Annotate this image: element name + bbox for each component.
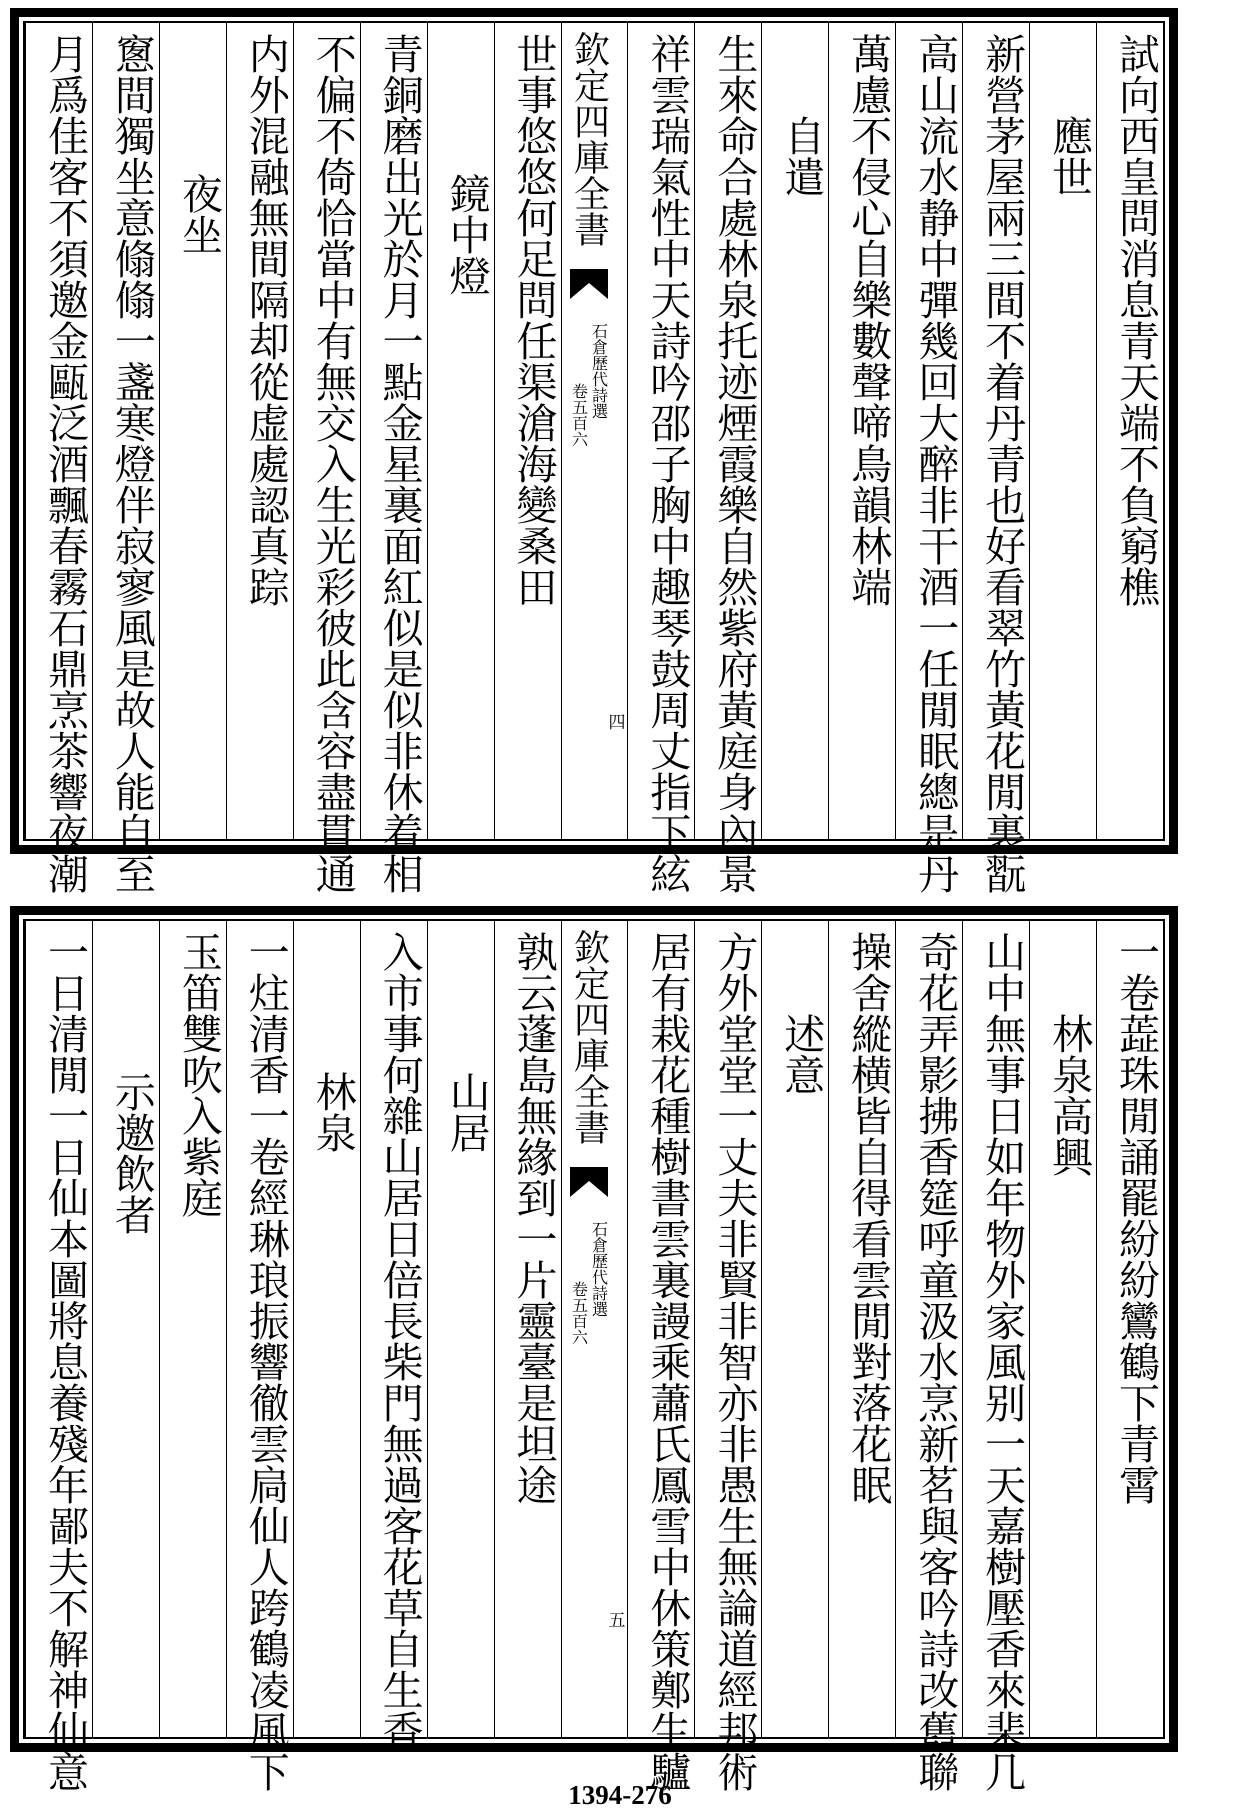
- bottom-verse-line: 居有栽花種樹書雲裏謾乘蕭氏鳳雪中休策鄭生驢: [643, 931, 692, 1792]
- bottom-spine-subtitle: [566, 1221, 612, 1421]
- top-text-column: [828, 23, 895, 839]
- top-text-column: [895, 23, 962, 894]
- bottom-verse-line: 玉笛雙吹入紫庭: [174, 931, 223, 1218]
- bottom-poem-title: 林泉: [308, 1071, 357, 1153]
- bottom-verse-line: 操舍縱横皆自得看雲閒對落花眠: [844, 931, 893, 1505]
- bottom-poem-title: 林泉高興: [1045, 1013, 1094, 1177]
- bottom-verse-line: 一日清閒一日仙本圖將息養殘年鄙夫不解神仙意: [40, 931, 89, 1792]
- top-text-column: [627, 23, 694, 894]
- top-text-column: [293, 23, 360, 894]
- top-text-column: [360, 23, 427, 894]
- top-verse-line: 生來命合處林泉托迹煙霞樂自然紫府黃庭身內景: [710, 33, 759, 894]
- top-text-column: [226, 23, 293, 839]
- bottom-spine-collection-name: 石倉歷代詩選: [589, 1221, 609, 1317]
- bottom-verse-line: 入市事何雜山居日倍長柴門無過客花草自生香: [375, 931, 424, 1751]
- bottom-page-frame: [23, 919, 1165, 1792]
- top-page: [10, 8, 1178, 894]
- top-poem-title: 自遣: [777, 115, 826, 197]
- top-poem-title: 鏡中燈: [442, 173, 491, 296]
- bottom-poem-title: 示邀飲者: [107, 1071, 156, 1235]
- bottom-text-column: [92, 921, 159, 1737]
- top-text-column: [494, 23, 561, 839]
- top-text-column: [962, 23, 1029, 894]
- bottom-text-column: [761, 921, 828, 1737]
- top-verse-line: 不偏不倚恰當中有無交入生光彩彼此含容盡貫通: [308, 33, 357, 894]
- bottom-text-column: [293, 921, 360, 1737]
- bottom-verse-line: 一卷蕋珠閒誦罷紛紛鸞鶴下青霄: [1112, 931, 1160, 1505]
- bottom-text-column: [1029, 921, 1096, 1737]
- bottom-text-column: [1096, 921, 1163, 1737]
- top-verse-line: 萬慮不侵心自樂數聲啼鳥韻林端: [844, 33, 893, 607]
- top-verse-line: 世事悠悠何足問任渠滄海變桑田: [509, 33, 558, 607]
- top-text-column: [159, 23, 226, 839]
- top-text-column: [1096, 23, 1163, 839]
- top-poem-title: 應世: [1045, 115, 1094, 197]
- top-verse-line: 内外混融無間隔却從虚處認真踪: [241, 33, 290, 607]
- top-verse-line: 月爲佳客不須邀金甌泛酒飄春霧石鼎烹茶響夜潮: [40, 33, 89, 894]
- top-verse-line: 高山流水静中彈幾回大醉非干酒一任閒眠總是丹: [911, 33, 960, 894]
- top-fish-tail-mark: [570, 269, 608, 299]
- top-text-column: [694, 23, 761, 894]
- bottom-verse-line: 孰云蓬島無緣到一片靈臺是坦途: [509, 931, 558, 1505]
- bottom-spine-volume: 卷五百六: [569, 1281, 589, 1345]
- bottom-verse-line: 方外堂堂一丈夫非賢非智亦非愚生無論道經邦術: [710, 931, 759, 1792]
- top-text-column: [25, 23, 92, 894]
- top-text-column: [1029, 23, 1096, 839]
- bottom-spine-title: 欽定四庫全書: [568, 929, 610, 1145]
- bottom-spine-column: [561, 921, 628, 1737]
- bottom-fish-tail-mark: [570, 1167, 608, 1197]
- top-text-column: [92, 23, 159, 894]
- bottom-poem-title: 述意: [777, 1013, 826, 1095]
- bottom-text-column: [694, 921, 761, 1792]
- top-spine-column: [561, 23, 628, 839]
- top-spine-title: 欽定四庫全書: [568, 31, 610, 247]
- bottom-text-column: [627, 921, 694, 1792]
- bottom-verse-line: 奇花弄影拂香筵呼童汲水烹新茗與客吟詩改舊聯: [911, 931, 960, 1792]
- bottom-text-column: [159, 921, 226, 1737]
- top-text-column: [427, 23, 494, 839]
- bottom-poem-title: 山居: [442, 1071, 491, 1153]
- top-spine-volume: 卷五百六: [569, 383, 589, 447]
- bottom-text-column: [494, 921, 561, 1737]
- bottom-page: [10, 906, 1178, 1792]
- top-folio-number: 四: [604, 713, 625, 730]
- top-spine-collection-name: 石倉歷代詩選: [589, 323, 609, 419]
- bottom-text-column: [828, 921, 895, 1737]
- top-verse-line: 祥雲瑞氣性中天詩吟邵子胸中趣琴鼓周丈指下絃: [643, 33, 692, 894]
- top-poem-title: 夜坐: [174, 173, 223, 255]
- top-verse-line: 試向西皇問消息青天端不負窮樵: [1112, 33, 1160, 607]
- bottom-text-column: [25, 921, 92, 1792]
- bottom-verse-line: 一炷清香一卷經琳琅振響徹雲扃仙人跨鶴凌風下: [241, 931, 290, 1792]
- bottom-text-column: [226, 921, 293, 1792]
- bottom-text-column: [427, 921, 494, 1737]
- bottom-text-column: [962, 921, 1029, 1792]
- top-page-frame: [23, 21, 1165, 894]
- bottom-verse-line: 山中無事日如年物外家風别一天嘉樹壓香來棐几: [978, 931, 1027, 1792]
- bottom-text-column: [360, 921, 427, 1751]
- top-verse-line: 窻間獨坐意翛翛一盞寒燈伴寂寥風是故人能自至: [107, 33, 156, 894]
- top-text-column: [761, 23, 828, 839]
- top-spine-subtitle: [566, 323, 612, 523]
- bottom-folio-number: 五: [604, 1611, 625, 1628]
- page-number: 1394-276: [568, 1780, 672, 1810]
- top-verse-line: 新營茅屋兩三間不着丹青也好看翠竹黃花閒裏翫: [978, 33, 1027, 894]
- bottom-text-column: [895, 921, 962, 1792]
- top-verse-line: 青銅磨出光於月一點金星裏面紅似是似非休着相: [375, 33, 424, 894]
